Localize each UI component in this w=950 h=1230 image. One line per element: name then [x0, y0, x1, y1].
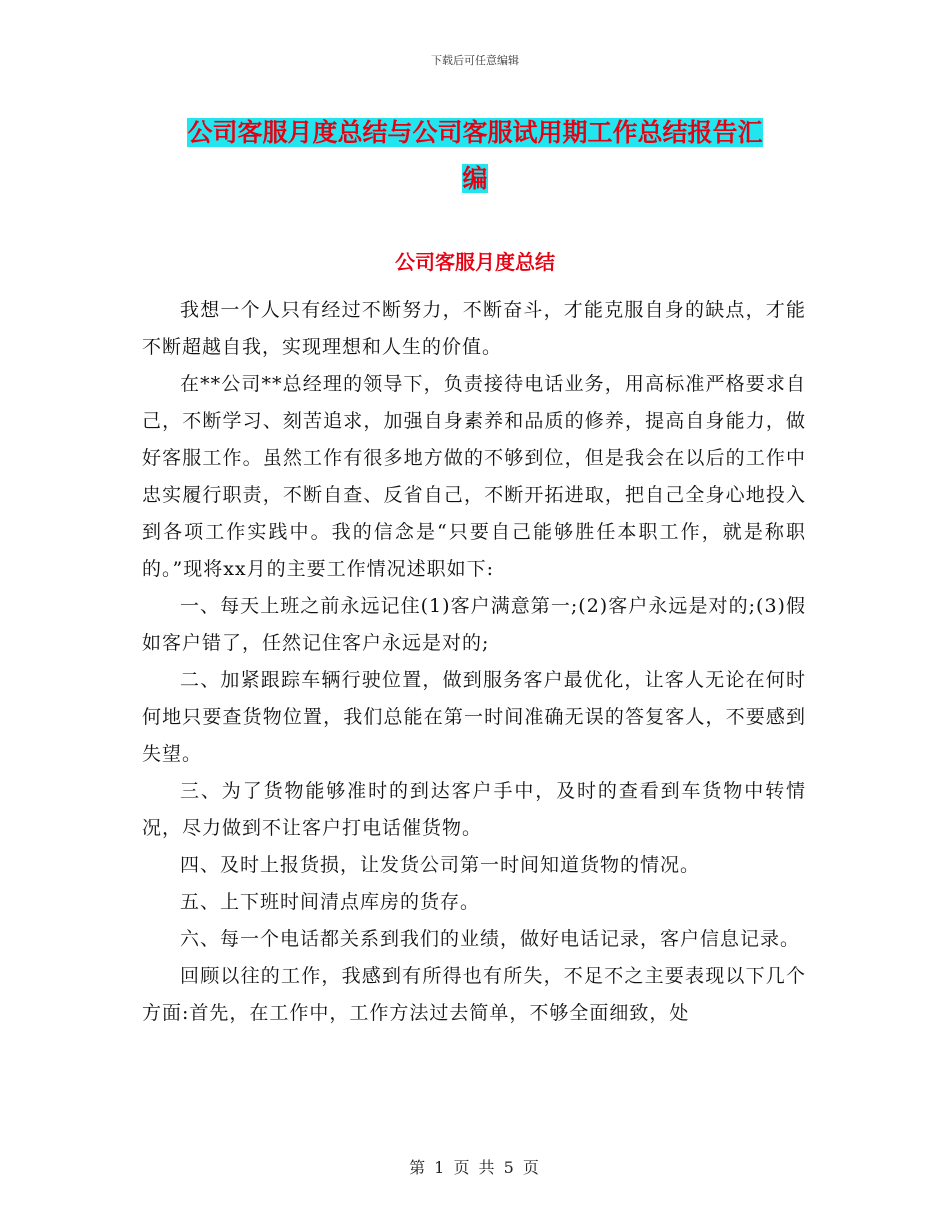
document-title-line-1: 公司客服月度总结与公司客服试用期工作总结报告汇	[187, 118, 763, 147]
paragraph: 六、每一个电话都关系到我们的业绩，做好电话记录，客户信息记录。	[180, 928, 801, 950]
page-number-footer: 第 1 页 共 5 页	[409, 1158, 541, 1177]
header-note: 下载后可任意编辑	[431, 54, 519, 67]
paragraph: 五、上下班时间清点库房的货存。	[180, 891, 481, 913]
paragraph: 二、加紧跟踪车辆行驶位置，做到服务客户最优化，让客人无论在何时何地只要查货物位置，我们总能在第一时间准确无误的答复客人，不要感到失望。	[142, 669, 806, 765]
paragraph: 一、每天上班之前永远记住(1)客户满意第一;(2)客户永远是对的;(3)假如客户错了，任然记住客户永远是对的;	[142, 595, 806, 654]
paragraph: 回顾以往的工作，我感到有所得也有所失，不足不之主要表现以下几个方面:首先，在工作中，工作方法过去简单，不够全面细致，处	[142, 965, 806, 1024]
document-title-line-2: 编	[462, 164, 488, 193]
section-title: 公司客服月度总结	[395, 250, 555, 274]
paragraph: 我想一个人只有经过不断努力，不断奋斗，才能克服自身的缺点，才能不断超越自我，实现理想和人生的价值。	[142, 299, 806, 358]
paragraph: 四、及时上报货损，让发货公司第一时间知道货物的情况。	[180, 854, 701, 876]
paragraph: 在**公司**总经理的领导下，负责接待电话业务，用高标准严格要求自己，不断学习、刻苦追求，加强自身素养和品质的修养，提高自身能力，做好客服工作。虽然工作有很多地方做的不够到位，但是我会在以后的工作中忠实履行职责，不断自查、反省自己，不断开拓进取，把自己全身心地投入到各项工作实践中。我的信念是“只要自己能够胜任本职工作，就是称职的。”现将xx月的主要工作情况述职如下:	[142, 373, 806, 580]
body-text	[142, 292, 806, 1032]
document-title	[0, 110, 950, 202]
paragraph: 三、为了货物能够准时的到达客户手中，及时的查看到车货物中转情况，尽力做到不让客户打电话催货物。	[142, 780, 806, 839]
